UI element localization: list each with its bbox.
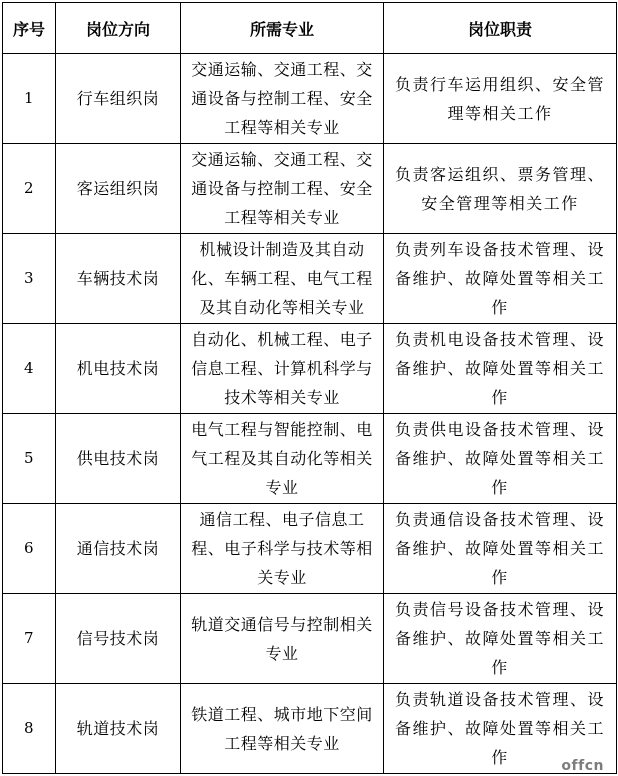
row-major: 交通运输、交通工程、交通设备与控制工程、安全工程等相关专业: [181, 144, 384, 234]
table-row: [3, 684, 617, 774]
table-row: [3, 324, 617, 414]
table-header-row: [3, 3, 617, 54]
row-number: 1: [3, 54, 56, 144]
row-position: 供电技术岗: [56, 414, 181, 504]
row-position: 行车组织岗: [56, 54, 181, 144]
header-position: 岗位方向: [56, 3, 181, 54]
row-number: 8: [3, 684, 56, 774]
row-position: 机电技术岗: [56, 324, 181, 414]
table-row: [3, 504, 617, 594]
header-major: 所需专业: [181, 3, 384, 54]
row-major: 自动化、机械工程、电子信息工程、计算机科学与技术等相关专业: [181, 324, 384, 414]
table-row: [3, 594, 617, 684]
row-duty: 负责机电设备技术管理、设备维护、故障处置等相关工作: [384, 324, 617, 414]
row-number: 3: [3, 234, 56, 324]
header-duty: 岗位职责: [384, 3, 617, 54]
row-number: 7: [3, 594, 56, 684]
row-major: 交通运输、交通工程、交通设备与控制工程、安全工程等相关专业: [181, 54, 384, 144]
row-number: 2: [3, 144, 56, 234]
row-position: 通信技术岗: [56, 504, 181, 594]
row-position: 车辆技术岗: [56, 234, 181, 324]
row-number: 5: [3, 414, 56, 504]
row-position: 信号技术岗: [56, 594, 181, 684]
table-row: [3, 54, 617, 144]
row-major: 通信工程、电子信息工程、电子科学与技术等相关专业: [181, 504, 384, 594]
row-major: 机械设计制造及其自动化、车辆工程、电气工程及其自动化等相关专业: [181, 234, 384, 324]
row-major: 电气工程与智能控制、电气工程及其自动化等相关专业: [181, 414, 384, 504]
row-duty: 负责列车设备技术管理、设备维护、故障处置等相关工作: [384, 234, 617, 324]
table-row: [3, 234, 617, 324]
offcn-watermark: offcn: [561, 758, 604, 774]
header-number: 序号: [3, 3, 56, 54]
row-duty: 负责客运组织、票务管理、安全管理等相关工作: [384, 144, 617, 234]
row-duty: 负责通信设备技术管理、设备维护、故障处置等相关工作: [384, 504, 617, 594]
row-major: 轨道交通信号与控制相关专业: [181, 594, 384, 684]
row-number: 4: [3, 324, 56, 414]
row-position: 客运组织岗: [56, 144, 181, 234]
row-number: 6: [3, 504, 56, 594]
row-position: 轨道技术岗: [56, 684, 181, 774]
positions-table: [2, 2, 617, 774]
row-duty: 负责行车运用组织、安全管理等相关工作: [384, 54, 617, 144]
table-row: [3, 144, 617, 234]
row-duty: 负责轨道设备技术管理、设备维护、故障处置等相关工作: [384, 684, 617, 774]
row-major: 铁道工程、城市地下空间工程等相关专业: [181, 684, 384, 774]
table-row: [3, 414, 617, 504]
row-duty: 负责供电设备技术管理、设备维护、故障处置等相关工作: [384, 414, 617, 504]
row-duty: 负责信号设备技术管理、设备维护、故障处置等相关工作: [384, 594, 617, 684]
